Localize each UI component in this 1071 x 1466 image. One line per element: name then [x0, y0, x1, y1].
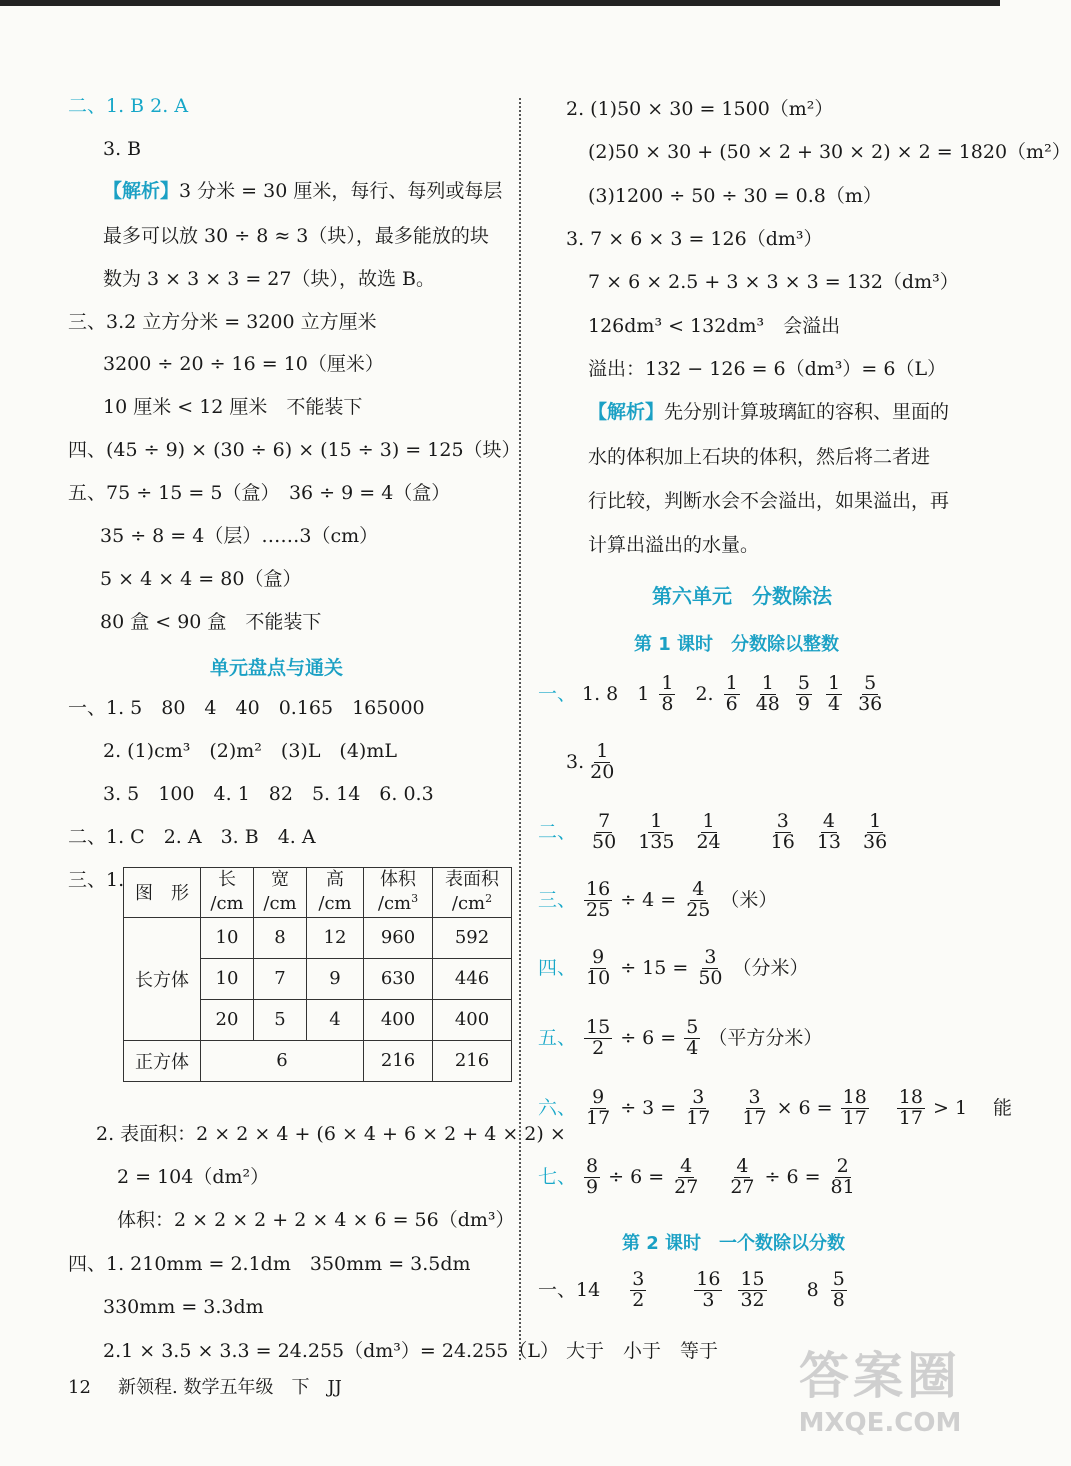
l1-er-line: 二、 $\frac{7}{50}$ $\frac{1}{135}$ $\frac{1}{24}$ $\frac{3}{16}$ $\frac{4}{13}$ $\frac{1}{36}$ — [538, 810, 888, 853]
table-header-area: 表面积 $/cm^2$ — [433, 868, 512, 918]
unit-yi-line1: 一、1. 5 80 4 40 0.165 165000 — [68, 697, 425, 719]
table-header-height: 高 /cm — [307, 868, 364, 918]
unit-yi-line2: 2. (1)cm³ (2)m² (3)L (4)mL — [103, 740, 397, 762]
top-border — [0, 0, 1000, 6]
fraction: $\frac{3}{17}$ — [686, 1086, 711, 1129]
table-row — [124, 917, 512, 958]
fraction: $\frac{9}{17}$ — [586, 1086, 611, 1129]
fraction: $\frac{15}{32}$ — [740, 1268, 765, 1311]
fraction: $\frac{1}{20}$ — [590, 740, 615, 783]
wu-line2: 35 ÷ 8 = 4（层）……3（cm） — [100, 525, 379, 547]
table-cell: 10 — [201, 958, 254, 999]
fraction: $\frac{9}{10}$ — [586, 946, 611, 989]
table-cell: 5 — [254, 999, 307, 1040]
wu-line4: 80 盒 < 90 盒 不能装下 — [100, 611, 322, 633]
table-cell: 630 — [364, 958, 433, 999]
fraction: $\frac{5}{36}$ — [858, 672, 883, 715]
san-line1: 三、3.2 立方分米 = 3200 立方厘米 — [68, 311, 377, 333]
jiexi-tag: 【解析】 — [588, 401, 665, 423]
unit-san2-line3: 体积：2 × 2 × 2 + 2 × 4 × 6 = 56（dm³） — [117, 1209, 515, 1231]
l1-liu-line: 六、 $\frac{9}{17}$ ÷ 3 = $\frac{3}{17}$ $\frac{3}{17}$ × 6 = $\frac{18}{17}$ $\frac{18}{17}$ > 1 能 — [538, 1086, 1013, 1129]
table-cell: 12 — [307, 917, 364, 958]
unit-review-title: 单元盘点与通关 — [210, 657, 344, 679]
fraction: $\frac{3}{2}$ — [632, 1268, 645, 1311]
unit-san2-line2: 2 = 104（dm²） — [117, 1166, 270, 1188]
l1-si-line: 四、 $\frac{9}{10}$ ÷ 15 = $\frac{3}{50}$ （分米） — [538, 946, 809, 989]
jiexi-1-line1: 【解析】3 分米 = 30 厘米，每行、每列或每层 — [103, 180, 503, 202]
si-line1: 四、(45 ÷ 9) × (30 ÷ 6) × (15 ÷ 3) = 125（块） — [68, 439, 521, 461]
l1-wu-line: 五、 $\frac{15}{2}$ ÷ 6 = $\frac{5}{4}$ （平方分米） — [538, 1016, 823, 1059]
unit-yi-line3: 3. 5 100 4. 1 82 5. 14 6. 0.3 — [103, 783, 434, 805]
fraction: $\frac{1}{48}$ — [755, 672, 780, 715]
r3-line3: 126dm³ < 132dm³ 会溢出 — [588, 315, 841, 337]
san-line2: 3200 ÷ 20 ÷ 16 = 10（厘米） — [103, 353, 384, 375]
unit6-title: 第六单元 分数除法 — [652, 584, 832, 608]
r3-line4: 溢出：132 − 126 = 6（dm³）= 6（L） — [588, 358, 947, 380]
fraction: $\frac{1}{36}$ — [863, 810, 888, 853]
left-er-line1: 二、1. B 2. A — [68, 95, 189, 117]
l2-yi-line: 一、14 $\frac{3}{2}$ $\frac{16}{3}$ $\frac{15}{32}$ 8 $\frac{5}{8}$ — [538, 1268, 845, 1311]
jiexi-2-line1: 【解析】先分别计算玻璃缸的容积、里面的 — [588, 401, 950, 423]
table-header-length: 长 /cm — [201, 868, 254, 918]
fraction: $\frac{15}{2}$ — [586, 1016, 611, 1059]
l1-san-line: 三、 $\frac{16}{25}$ ÷ 4 = $\frac{4}{25}$ （米） — [538, 878, 778, 921]
table-cell: 400 — [433, 999, 512, 1040]
table-cell: 446 — [433, 958, 512, 999]
watermark: 答案圈 MXQE.COM — [798, 1347, 962, 1438]
fraction: $\frac{1}{8}$ — [661, 672, 674, 715]
unit-san-label: 三、1. — [68, 869, 125, 891]
fraction: $\frac{18}{17}$ — [898, 1086, 923, 1129]
jiexi-2-line2: 水的体积加上石块的体积，然后将二者进 — [588, 446, 931, 468]
column-divider — [519, 98, 521, 1360]
fraction: $\frac{4}{25}$ — [686, 878, 711, 921]
table-header-volume: 体积 $/cm^3$ — [364, 868, 433, 918]
unit-si-line2: 330mm = 3.3dm — [103, 1296, 264, 1318]
jiexi-2-line3: 行比较，判断水会不会溢出，如果溢出，再 — [588, 490, 950, 512]
table-cell: 9 — [307, 958, 364, 999]
r2-line1: 2. (1)50 × 30 = 1500（m²） — [566, 98, 834, 120]
unit-si-line3: 2.1 × 3.5 × 3.3 = 24.255（dm³）= 24.255（L） — [103, 1340, 559, 1362]
table-cell: 216 — [433, 1040, 512, 1081]
wu-line1: 五、75 ÷ 15 = 5（盒） 36 ÷ 9 = 4（盒） — [68, 482, 451, 504]
jiexi-2-line4: 计算出溢出的水量。 — [588, 534, 760, 556]
fraction: $\frac{1}{135}$ — [638, 810, 675, 853]
fraction: $\frac{16}{25}$ — [586, 878, 611, 921]
lesson2-title: 第 2 课时 一个数除以分数 — [622, 1233, 846, 1254]
l1-qi-line: 七、 $\frac{8}{9}$ ÷ 6 = $\frac{4}{27}$ $\frac{4}{27}$ ÷ 6 = $\frac{2}{81}$ — [538, 1155, 855, 1198]
unit-si-line1: 四、1. 210mm = 2.1dm 350mm = 3.5dm — [68, 1253, 471, 1275]
san-line3: 10 厘米 < 12 厘米 不能装下 — [103, 396, 363, 418]
table-cell: 8 — [254, 917, 307, 958]
shape-table — [123, 867, 512, 1082]
table-cell: 960 — [364, 917, 433, 958]
table-header-width: 宽 /cm — [254, 868, 307, 918]
fraction: $\frac{4}{13}$ — [816, 810, 842, 853]
r2-line2: (2)50 × 30 + (50 × 2 + 30 × 2) × 2 = 1820（m²） — [588, 141, 1071, 163]
fraction: $\frac{8}{9}$ — [586, 1155, 599, 1198]
table-cell-shape: 正方体 — [124, 1040, 201, 1081]
fraction: $\frac{4}{27}$ — [674, 1155, 699, 1198]
table-cell: 400 — [364, 999, 433, 1040]
table-row — [124, 1040, 512, 1081]
table-cell: 10 — [201, 917, 254, 958]
fraction: $\frac{2}{81}$ — [830, 1155, 855, 1198]
l1-yi-3: 3. $\frac{1}{20}$ — [566, 740, 615, 783]
fraction: $\frac{7}{50}$ — [592, 810, 617, 853]
fraction: $\frac{4}{27}$ — [730, 1155, 755, 1198]
fraction: $\frac{5}{9}$ — [797, 672, 810, 715]
fraction: $\frac{3}{16}$ — [770, 810, 795, 853]
fraction: $\frac{1}{6}$ — [725, 672, 738, 715]
fraction: $\frac{16}{3}$ — [696, 1268, 721, 1311]
fraction: $\frac{3}{50}$ — [698, 946, 723, 989]
l1-yi-line: 一、 1. 8 1 $\frac{1}{8}$ 2. $\frac{1}{6}$ $\frac{1}{48}$ $\frac{5}{9}$ $\frac{1}{4}$ $\frac{5}{36}$ — [538, 672, 883, 715]
fraction: $\frac{5}{4}$ — [686, 1016, 699, 1059]
fraction: $\frac{3}{17}$ — [742, 1086, 767, 1129]
l2-words: 大于 小于 等于 — [566, 1340, 719, 1362]
table-cell: 6 — [201, 1040, 364, 1081]
r3-line1: 3. 7 × 6 × 3 = 126（dm³） — [566, 228, 823, 250]
page-number: 12 — [68, 1377, 91, 1398]
table-cell: 7 — [254, 958, 307, 999]
table-header-shape: 图 形 — [124, 868, 201, 918]
wu-line3: 5 × 4 × 4 = 80（盒） — [100, 568, 302, 590]
lesson1-title: 第 1 课时 分数除以整数 — [634, 634, 840, 655]
jiexi-1-line3: 数为 3 × 3 × 3 = 27（块），故选 B。 — [103, 268, 435, 290]
unit-er-line: 二、1. C 2. A 3. B 4. A — [68, 826, 316, 848]
jiexi-tag: 【解析】 — [103, 180, 180, 202]
table-cell: 20 — [201, 999, 254, 1040]
r3-line2: 7 × 6 × 2.5 + 3 × 3 × 3 = 132（dm³） — [588, 271, 959, 293]
fraction: $\frac{18}{17}$ — [842, 1086, 867, 1129]
jiexi-1-line2: 最多可以放 30 ÷ 8 ≈ 3（块），最多能放的块 — [103, 225, 489, 247]
fraction: $\frac{5}{8}$ — [832, 1268, 845, 1311]
unit-san2-line1: 2. 表面积：2 × 2 × 4 + (6 × 4 + 6 × 2 + 4 × 2) × — [96, 1123, 566, 1145]
left-er-line2: 3. B — [103, 138, 142, 160]
fraction: $\frac{1}{24}$ — [696, 810, 721, 853]
table-cell: 4 — [307, 999, 364, 1040]
table-cell: 216 — [364, 1040, 433, 1081]
fraction: $\frac{1}{4}$ — [827, 672, 841, 715]
table-cell-shape: 长方体 — [124, 917, 201, 1040]
table-cell: 592 — [433, 917, 512, 958]
book-title: 新领程. 数学五年级 下 JJ — [118, 1377, 342, 1398]
r2-line3: (3)1200 ÷ 50 ÷ 30 = 0.8（m） — [588, 185, 882, 207]
